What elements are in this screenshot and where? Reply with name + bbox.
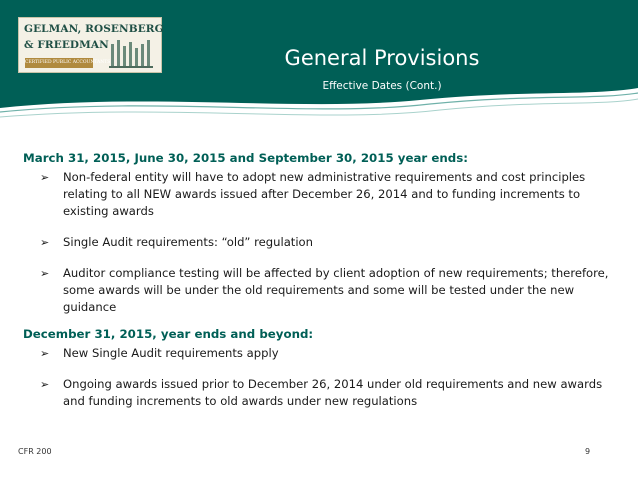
logo-name-line2: & FREEDMAN	[24, 39, 109, 51]
bullet-text: Non-federal entity will have to adopt new administrative requirements and cost principles relating to all NEW awards issued after December 26, 2014 and to funding increments to existing awards	[63, 170, 586, 218]
list-item	[23, 265, 613, 316]
bullet-text: Auditor compliance testing will be affected by client adoption of new requirements; therefore, some awards will be under the old requirements and some will be tested under the new guidance	[63, 266, 609, 314]
arrow-bullet-icon: ➢	[40, 236, 50, 249]
list-item	[23, 169, 613, 220]
logo-columns-icon	[109, 38, 157, 70]
section-heading-2015-quarters: March 31, 2015, June 30, 2015 and September 30, 2015 year ends:	[23, 151, 468, 165]
bullet-text: Ongoing awards issued prior to December 26, 2014 under old requirements and new awards and funding increments to old awards under new regulations	[63, 377, 603, 408]
arrow-bullet-icon: ➢	[40, 171, 50, 184]
arrow-bullet-icon: ➢	[40, 378, 50, 391]
list-item	[23, 345, 613, 362]
bullet-text: New Single Audit requirements apply	[63, 346, 279, 360]
section-heading-dec-2015: December 31, 2015, year ends and beyond:	[23, 327, 314, 341]
slide-content	[23, 150, 613, 410]
firm-logo	[18, 17, 162, 73]
logo-name-line1: GELMAN, ROSENBERG	[24, 23, 164, 35]
page-number: 9	[585, 447, 591, 456]
slide-subtitle: Effective Dates (Cont.)	[322, 80, 442, 92]
arrow-bullet-icon: ➢	[40, 347, 50, 360]
slide-header	[0, 0, 638, 128]
footer-label: CFR 200	[18, 447, 52, 456]
arrow-bullet-icon: ➢	[40, 267, 50, 280]
list-item	[23, 376, 613, 410]
slide-title: General Provisions	[284, 46, 480, 70]
bullet-text: Single Audit requirements: “old” regulation	[63, 235, 314, 249]
list-item	[23, 234, 613, 251]
logo-tagline: CERTIFIED PUBLIC ACCOUNTANTS	[25, 58, 93, 68]
